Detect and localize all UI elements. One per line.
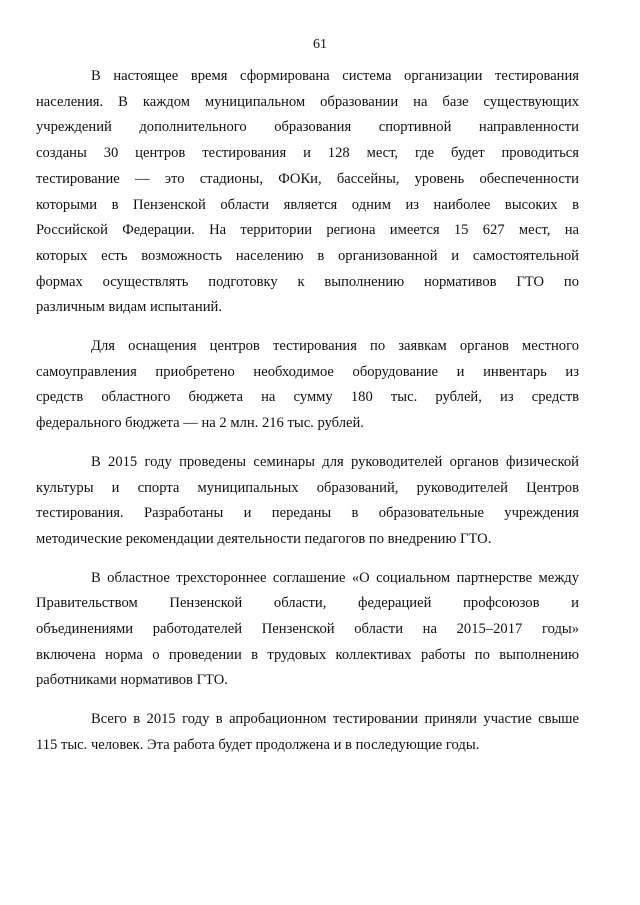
- text-line: которых есть возможность населению в организованной и самостоятельной: [36, 247, 579, 264]
- text-line: которыми в Пензенской области является одним из наиболее высоких в: [36, 196, 579, 213]
- text-line: 115 тыс. человек. Эта работа будет продолжена и в последующие годы.: [36, 736, 480, 753]
- page-number: 61: [313, 37, 327, 52]
- text-line: В 2015 году проведены семинары для руководителей органов физической: [91, 453, 579, 470]
- text-line: объединениями работодателей Пензенской области на 2015–2017 годы»: [36, 621, 579, 638]
- paragraph-testing-system: [36, 64, 579, 321]
- text-line: культуры и спорта муниципальных образований, руководителей Центров: [36, 479, 579, 496]
- text-line: различным видам испытаний.: [36, 299, 222, 316]
- text-line: работниками нормативов ГТО.: [36, 672, 228, 689]
- text-line: тестирование — это стадионы, ФОКи, бассейны, уровень обеспеченности: [36, 170, 579, 187]
- paragraph-participation-total: [36, 707, 579, 758]
- text-line: В областное трехстороннее соглашение «О социальном партнерстве между: [91, 569, 579, 586]
- text-line: включена норма о проведении в трудовых коллективах работы по выполнению: [36, 646, 579, 663]
- text-line: формах осуществлять подготовку к выполнению нормативов ГТО по: [36, 273, 579, 290]
- text-line: Всего в 2015 году в апробационном тестировании приняли участие свыше: [91, 711, 579, 728]
- text-line: Правительством Пензенской области, федерацией профсоюзов и: [36, 595, 579, 612]
- document-body: [36, 64, 579, 772]
- text-line: тестирования. Разработаны и переданы в образовательные учреждения: [36, 505, 579, 522]
- text-line: федерального бюджета — на 2 млн. 216 тыс. рублей.: [36, 415, 364, 432]
- text-line: В настоящее время сформирована система организации тестирования: [91, 68, 579, 84]
- text-line: Для оснащения центров тестирования по заявкам органов местного: [91, 338, 579, 355]
- text-line: учреждений дополнительного образования спортивной направленности: [36, 119, 579, 136]
- text-line: средств областного бюджета на сумму 180 тыс. рублей, из средств: [36, 389, 579, 406]
- text-line: созданы 30 центров тестирования и 128 мест, где будет проводиться: [36, 145, 579, 162]
- text-line: Российской Федерации. На территории региона имеется 15 627 мест, на: [36, 222, 579, 239]
- paragraph-seminars: [36, 450, 579, 553]
- text-line: методические рекомендации деятельности педагогов по внедрению ГТО.: [36, 530, 492, 547]
- paragraph-tripartite-agreement: [36, 566, 579, 695]
- text-line: населения. В каждом муниципальном образовании на базе существующих: [36, 93, 579, 110]
- text-line: самоуправления приобретено необходимое оборудование и инвентарь из: [36, 363, 579, 380]
- paragraph-equipment-funding: [36, 334, 579, 437]
